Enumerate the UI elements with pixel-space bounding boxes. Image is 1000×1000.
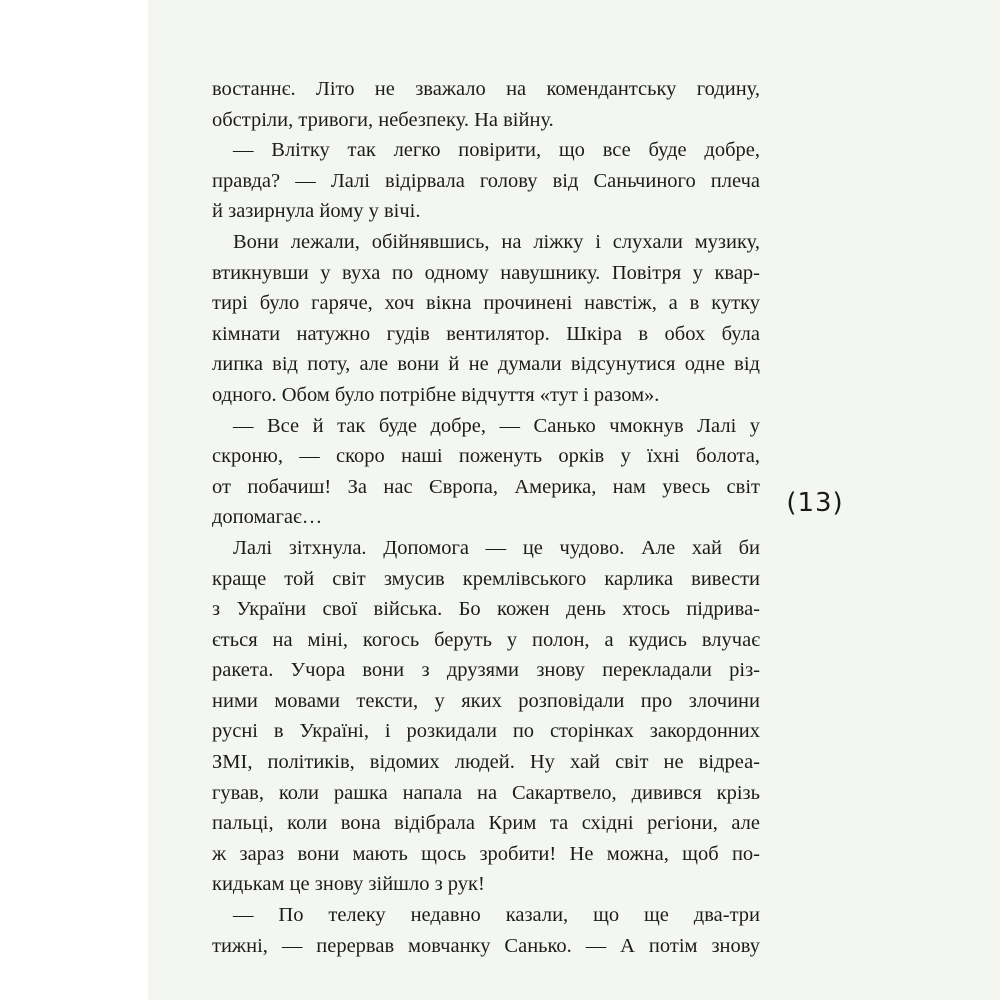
text-line: кидькам це знову зійшло з рук! (212, 873, 485, 896)
text-line: одного. Обом було потрібне відчуття «тут і разом». (212, 383, 660, 406)
text-line: русні в Україні, і розкидали по сторінках закордонних (212, 720, 760, 743)
text-line: от побачиш! За нас Європа, Америка, нам увесь світ (212, 475, 760, 498)
text-line: ж зараз вони мають щось зробити! Не можна, щоб по- (212, 842, 760, 865)
text-line: ракета. Учора вони з друзями знову перекладали різ- (212, 659, 760, 682)
text-line: й зазирнула йому у вічі. (212, 200, 421, 223)
text-line: пальці, коли вона відібрала Крим та східні регіони, але (212, 812, 760, 835)
page-number: (13) (786, 488, 844, 518)
text-line: востаннє. Літо не зважало на комендантську годину, (212, 78, 760, 100)
text-line: — Все й так буде добре, — Санько чмокнув Лалі у (233, 414, 760, 437)
text-line: обстріли, тривоги, небезпеку. На війну. (212, 108, 554, 131)
text-line: тирі було гаряче, хоч вікна прочинені навстіж, а в кутку (212, 292, 760, 315)
text-line: ється на міні, когось беруть у полон, а кудись влучає (212, 628, 760, 651)
text-line: липка від поту, але вони й не думали відсунутися одне від (212, 353, 760, 376)
text-line: тижні, — перервав мовчанку Санько. — А потім знову (212, 934, 760, 957)
body-text (212, 74, 760, 961)
text-line: гував, коли рашка напала на Сакартвело, дивився крізь (212, 781, 760, 804)
text-line: ними мовами тексти, у яких розповідали про злочини (212, 689, 760, 712)
text-line: — По телеку недавно казали, що ще два-три (233, 904, 760, 927)
text-line: втикнувши у вуха по одному навушнику. Повітря у квар- (212, 261, 760, 284)
text-line: з України свої війська. Бо кожен день хтось підрива- (212, 598, 760, 621)
text-line: ЗМІ, політиків, відомих людей. Ну хай світ не відреа- (212, 751, 760, 774)
text-line: — Влітку так легко повірити, що все буде добре, (233, 139, 760, 162)
text-line: Вони лежали, обійнявшись, на ліжку і слухали музику, (233, 230, 760, 253)
text-line: допомагає… (212, 506, 323, 529)
text-line: кімнати натужно гудів вентилятор. Шкіра в обох була (212, 322, 760, 345)
text-line: правда? — Лалі відірвала голову від Саньчиного плеча (212, 169, 760, 192)
text-line: скроню, — скоро наші поженуть орків у їхні болота, (212, 445, 760, 468)
text-line: краще той світ змусив кремлівського карлика вивести (212, 567, 760, 590)
text-line: Лалі зітхнула. Допомога — це чудово. Але хай би (233, 536, 760, 559)
